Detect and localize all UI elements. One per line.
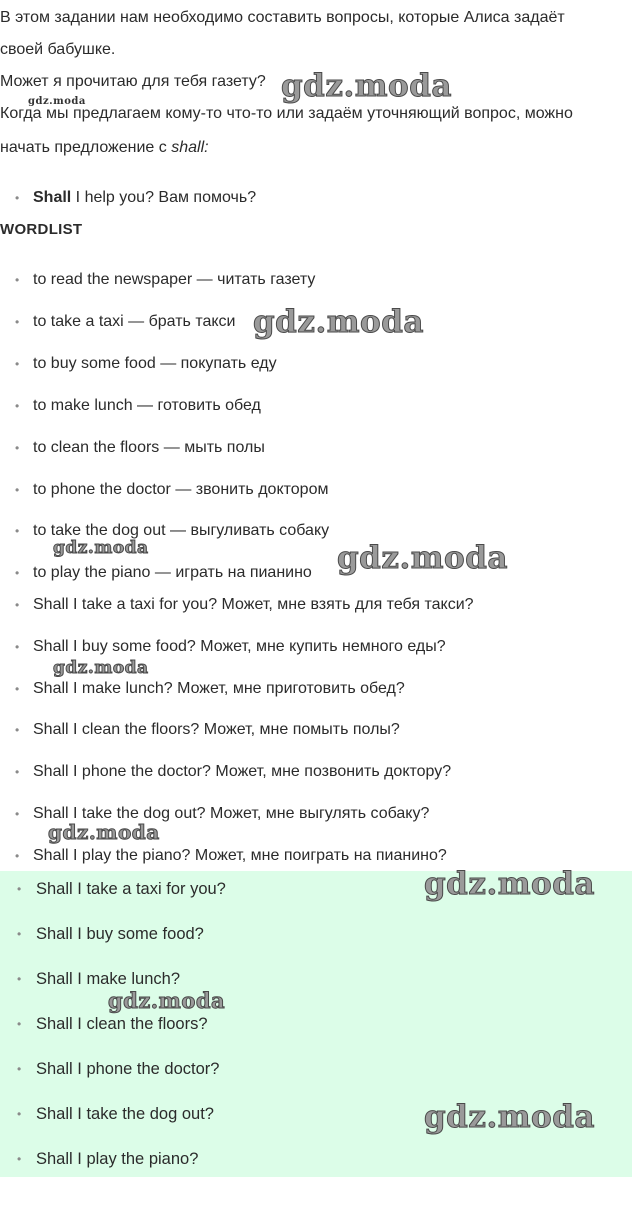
answer-item: • Shall I buy some food? [0,924,204,944]
intro-line-5-emph: shall: [171,139,209,156]
translation-item: • Shall I clean the floors? Может, мне помыть полы? [0,720,400,740]
watermark: gdz.moda [53,538,149,558]
example-bold: Shall [33,189,72,206]
watermark: gdz.moda [337,540,508,576]
wordlist-item: • to read the newspaper — читать газету [0,270,315,290]
watermark: gdz.moda [53,658,149,678]
wordlist-item: • to clean the floors — мыть полы [0,438,265,458]
translation-item: • Shall I buy some food? Может, мне купить немного еды? [0,637,446,657]
example-item [0,188,256,208]
intro-line-5-prefix: начать предложение с [0,139,172,156]
answer-item: • Shall I take the dog out? [0,1104,214,1124]
translation-item: • Shall I phone the doctor? Может, мне позвонить доктору? [0,762,451,782]
watermark: gdz.moda [281,68,452,104]
translation-item: • Shall I make lunch? Может, мне приготовить обед? [0,679,405,699]
watermark: gdz.moda [253,304,424,340]
answer-item: • Shall I clean the floors? [0,1014,208,1034]
wordlist-item: • to make lunch — готовить обед [0,396,261,416]
watermark: gdz.moda [424,866,595,902]
example-rest: I help you? Вам помочь? [71,189,257,206]
translation-item: • Shall I play the piano? Может, мне поиграть на пианино? [0,846,447,866]
intro-line-4: Когда мы предлагаем кому-то что-то или задаём уточняющий вопрос, можно [0,105,573,122]
wordlist-item: • to phone the doctor — звонить доктором [0,480,328,500]
answer-item: • Shall I phone the doctor? [0,1059,219,1079]
intro-line-5 [0,138,209,158]
intro-line-3: Может я прочитаю для тебя газету? [0,73,266,90]
intro-line-2: своей бабушке. [0,41,116,58]
answer-item: • Shall I play the piano? [0,1149,198,1169]
watermark: gdz.moda [424,1099,595,1135]
answer-item: • Shall I make lunch? [0,969,180,989]
wordlist-heading: WORDLIST [0,221,83,238]
translation-item: • Shall I take the dog out? Может, мне выгулять собаку? [0,804,429,824]
answer-item: • Shall I take a taxi for you? [0,879,226,899]
wordlist-item: • to take a taxi — брать такси [0,312,236,332]
watermark: gdz.moda [48,820,160,844]
wordlist-item: • to take the dog out — выгуливать собаку [0,521,329,541]
watermark: gdz.moda [28,96,86,107]
watermark: gdz.moda [108,988,226,1013]
intro-line-1: В этом задании нам необходимо составить вопросы, которые Алиса задаёт [0,9,565,26]
wordlist-item: • to play the piano — играть на пианино [0,563,312,583]
translation-item: • Shall I take a taxi for you? Может, мне взять для тебя такси? [0,595,474,615]
wordlist-item: • to buy some food — покупать еду [0,354,277,374]
